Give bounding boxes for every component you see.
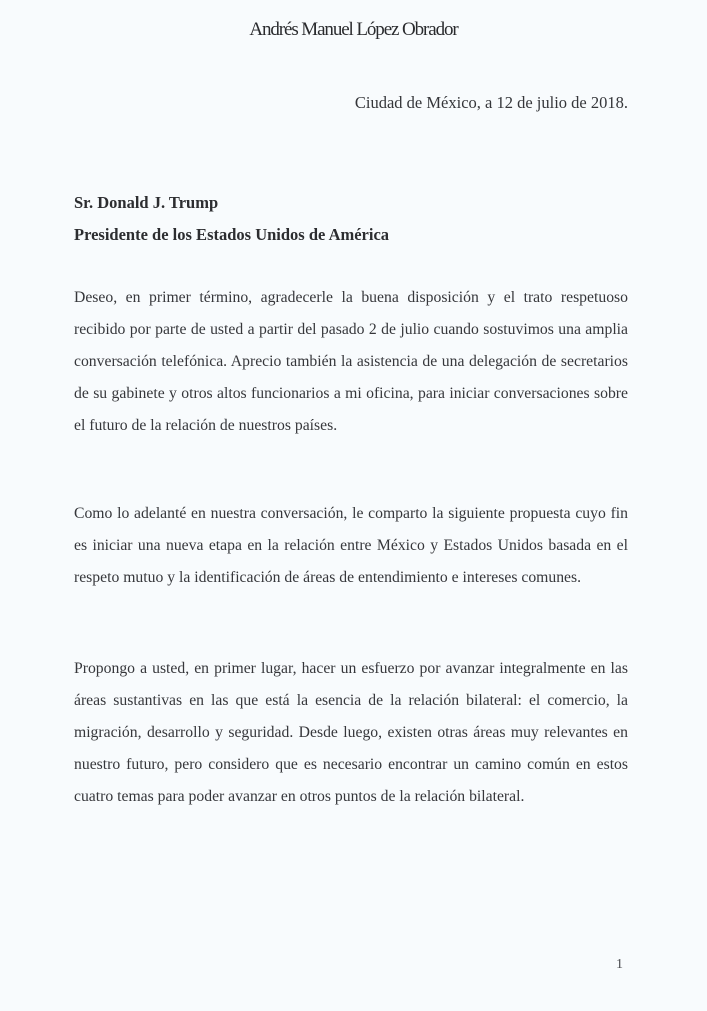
- paragraph-3: Propongo a usted, en primer lugar, hacer un esfuerzo por avanzar integralmente en las áreas sustantivas en las que está la esencia de la relación bilateral: el comercio, la migración, desarrollo y seguridad. Desde luego, existen otras áreas muy relevantes en nuestro futuro, pero considero que es necesario encontrar un camino común en estos cuatro temas para poder avanzar en otros puntos de la relación bilateral.: [74, 660, 628, 805]
- recipient-name: Sr. Donald J. Trump: [74, 193, 219, 212]
- paragraph-2: Como lo adelanté en nuestra conversación, le comparto la siguiente propuesta cuyo fin es iniciar una nueva etapa en la relación entre México y Estados Unidos basada en el respeto mutuo y la identificación de áreas de entendimiento e intereses comunes.: [74, 505, 628, 586]
- paragraph-1: Deseo, en primer término, agradecerle la buena disposición y el trato respetuoso recibido por parte de usted a partir del pasado 2 de julio cuando sostuvimos una amplia conversación telefónica. Aprecio también la asistencia de una delegación de secretarios de su gabinete y otros altos funcionarios a mi oficina, para iniciar conversaciones sobre el futuro de la relación de nuestros países.: [74, 289, 628, 434]
- date-line: Ciudad de México, a 12 de julio de 2018.: [354, 93, 628, 112]
- recipient-block: [74, 187, 389, 251]
- recipient-title: Presidente de los Estados Unidos de América: [74, 225, 390, 244]
- letterhead: Andrés Manuel López Obrador: [249, 19, 458, 40]
- page-number: 1: [616, 957, 623, 972]
